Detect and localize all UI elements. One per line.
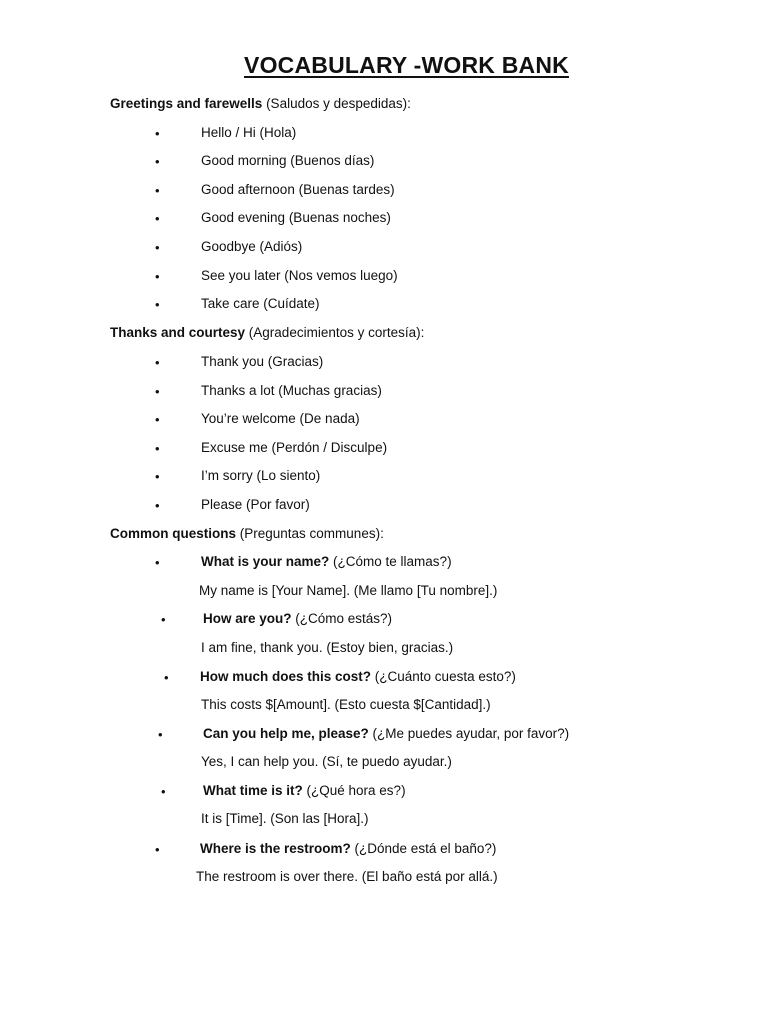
question-item [203,611,392,626]
section-heading-questions [110,526,384,541]
bullet [155,241,160,254]
list-item: Good evening (Buenas noches) [201,210,391,225]
section-heading-greetings-rest: (Saludos y despedidas): [262,96,411,111]
question-es: (¿Cómo estás?) [291,611,393,626]
page-title: VOCABULARY -WORK BANK [244,52,569,78]
list-item: I’m sorry (Lo siento) [201,468,321,483]
bullet [155,413,160,426]
question-item [201,554,452,569]
question-es: (¿Me puedes ayudar, por favor?) [368,726,570,741]
bullet [155,270,160,283]
list-item: Thank you (Gracias) [201,354,324,369]
question-item [200,669,516,684]
list-item: Thanks a lot (Muchas gracias) [201,383,382,398]
answer-item: Yes, I can help you. (Sí, te puedo ayudar.) [201,754,452,769]
question-item [203,726,569,741]
section-heading-thanks-rest: (Agradecimientos y cortesía): [245,325,425,340]
list-item: See you later (Nos vemos luego) [201,268,398,283]
answer-item: The restroom is over there. (El baño está por allá.) [196,869,498,884]
list-item: You’re welcome (De nada) [201,411,360,426]
section-heading-greetings-bold: Greetings and farewells [110,96,263,111]
section-heading-thanks [110,325,424,340]
question-en: What is your name? [201,554,330,569]
list-item: Good afternoon (Buenas tardes) [201,182,395,197]
question-en: Where is the restroom? [200,841,351,856]
bullet [161,613,166,626]
list-item: Hello / Hi (Hola) [201,125,297,140]
answer-item: It is [Time]. (Son las [Hora].) [201,811,369,826]
bullet [155,499,160,512]
answer-item: This costs $[Amount]. (Esto cuesta $[Cantidad].) [201,697,491,712]
bullet [155,356,160,369]
bullet [164,671,169,684]
section-heading-questions-rest: (Preguntas communes): [236,526,384,541]
list-item: Please (Por favor) [201,497,310,512]
list-item: Excuse me (Perdón / Disculpe) [201,440,388,455]
section-heading-greetings [110,96,411,111]
bullet [155,184,160,197]
question-es: (¿Cuánto cuesta esto?) [371,669,516,684]
question-en: How are you? [203,611,292,626]
bullet [155,127,160,140]
bullet [155,442,160,455]
question-en: Can you help me, please? [203,726,369,741]
bullet [155,385,160,398]
bullet [155,298,160,311]
question-es: (¿Qué hora es?) [302,783,406,798]
bullet [155,470,160,483]
answer-item: I am fine, thank you. (Estoy bien, gracias.) [201,640,454,655]
bullet [155,556,160,569]
question-es: (¿Dónde está el baño?) [350,841,497,856]
question-item [200,841,496,856]
question-en: What time is it? [203,783,303,798]
list-item: Take care (Cuídate) [201,296,320,311]
question-es: (¿Cómo te llamas?) [329,554,452,569]
section-heading-thanks-bold: Thanks and courtesy [110,325,246,340]
question-item [203,783,406,798]
bullet [155,155,160,168]
section-heading-questions-bold: Common questions [110,526,237,541]
bullet [155,843,160,856]
list-item: Good morning (Buenos días) [201,153,375,168]
bullet [158,728,163,741]
list-item: Goodbye (Adiós) [201,239,303,254]
answer-item: My name is [Your Name]. (Me llamo [Tu nombre].) [199,583,498,598]
bullet [155,212,160,225]
bullet [161,785,166,798]
question-en: How much does this cost? [200,669,372,684]
